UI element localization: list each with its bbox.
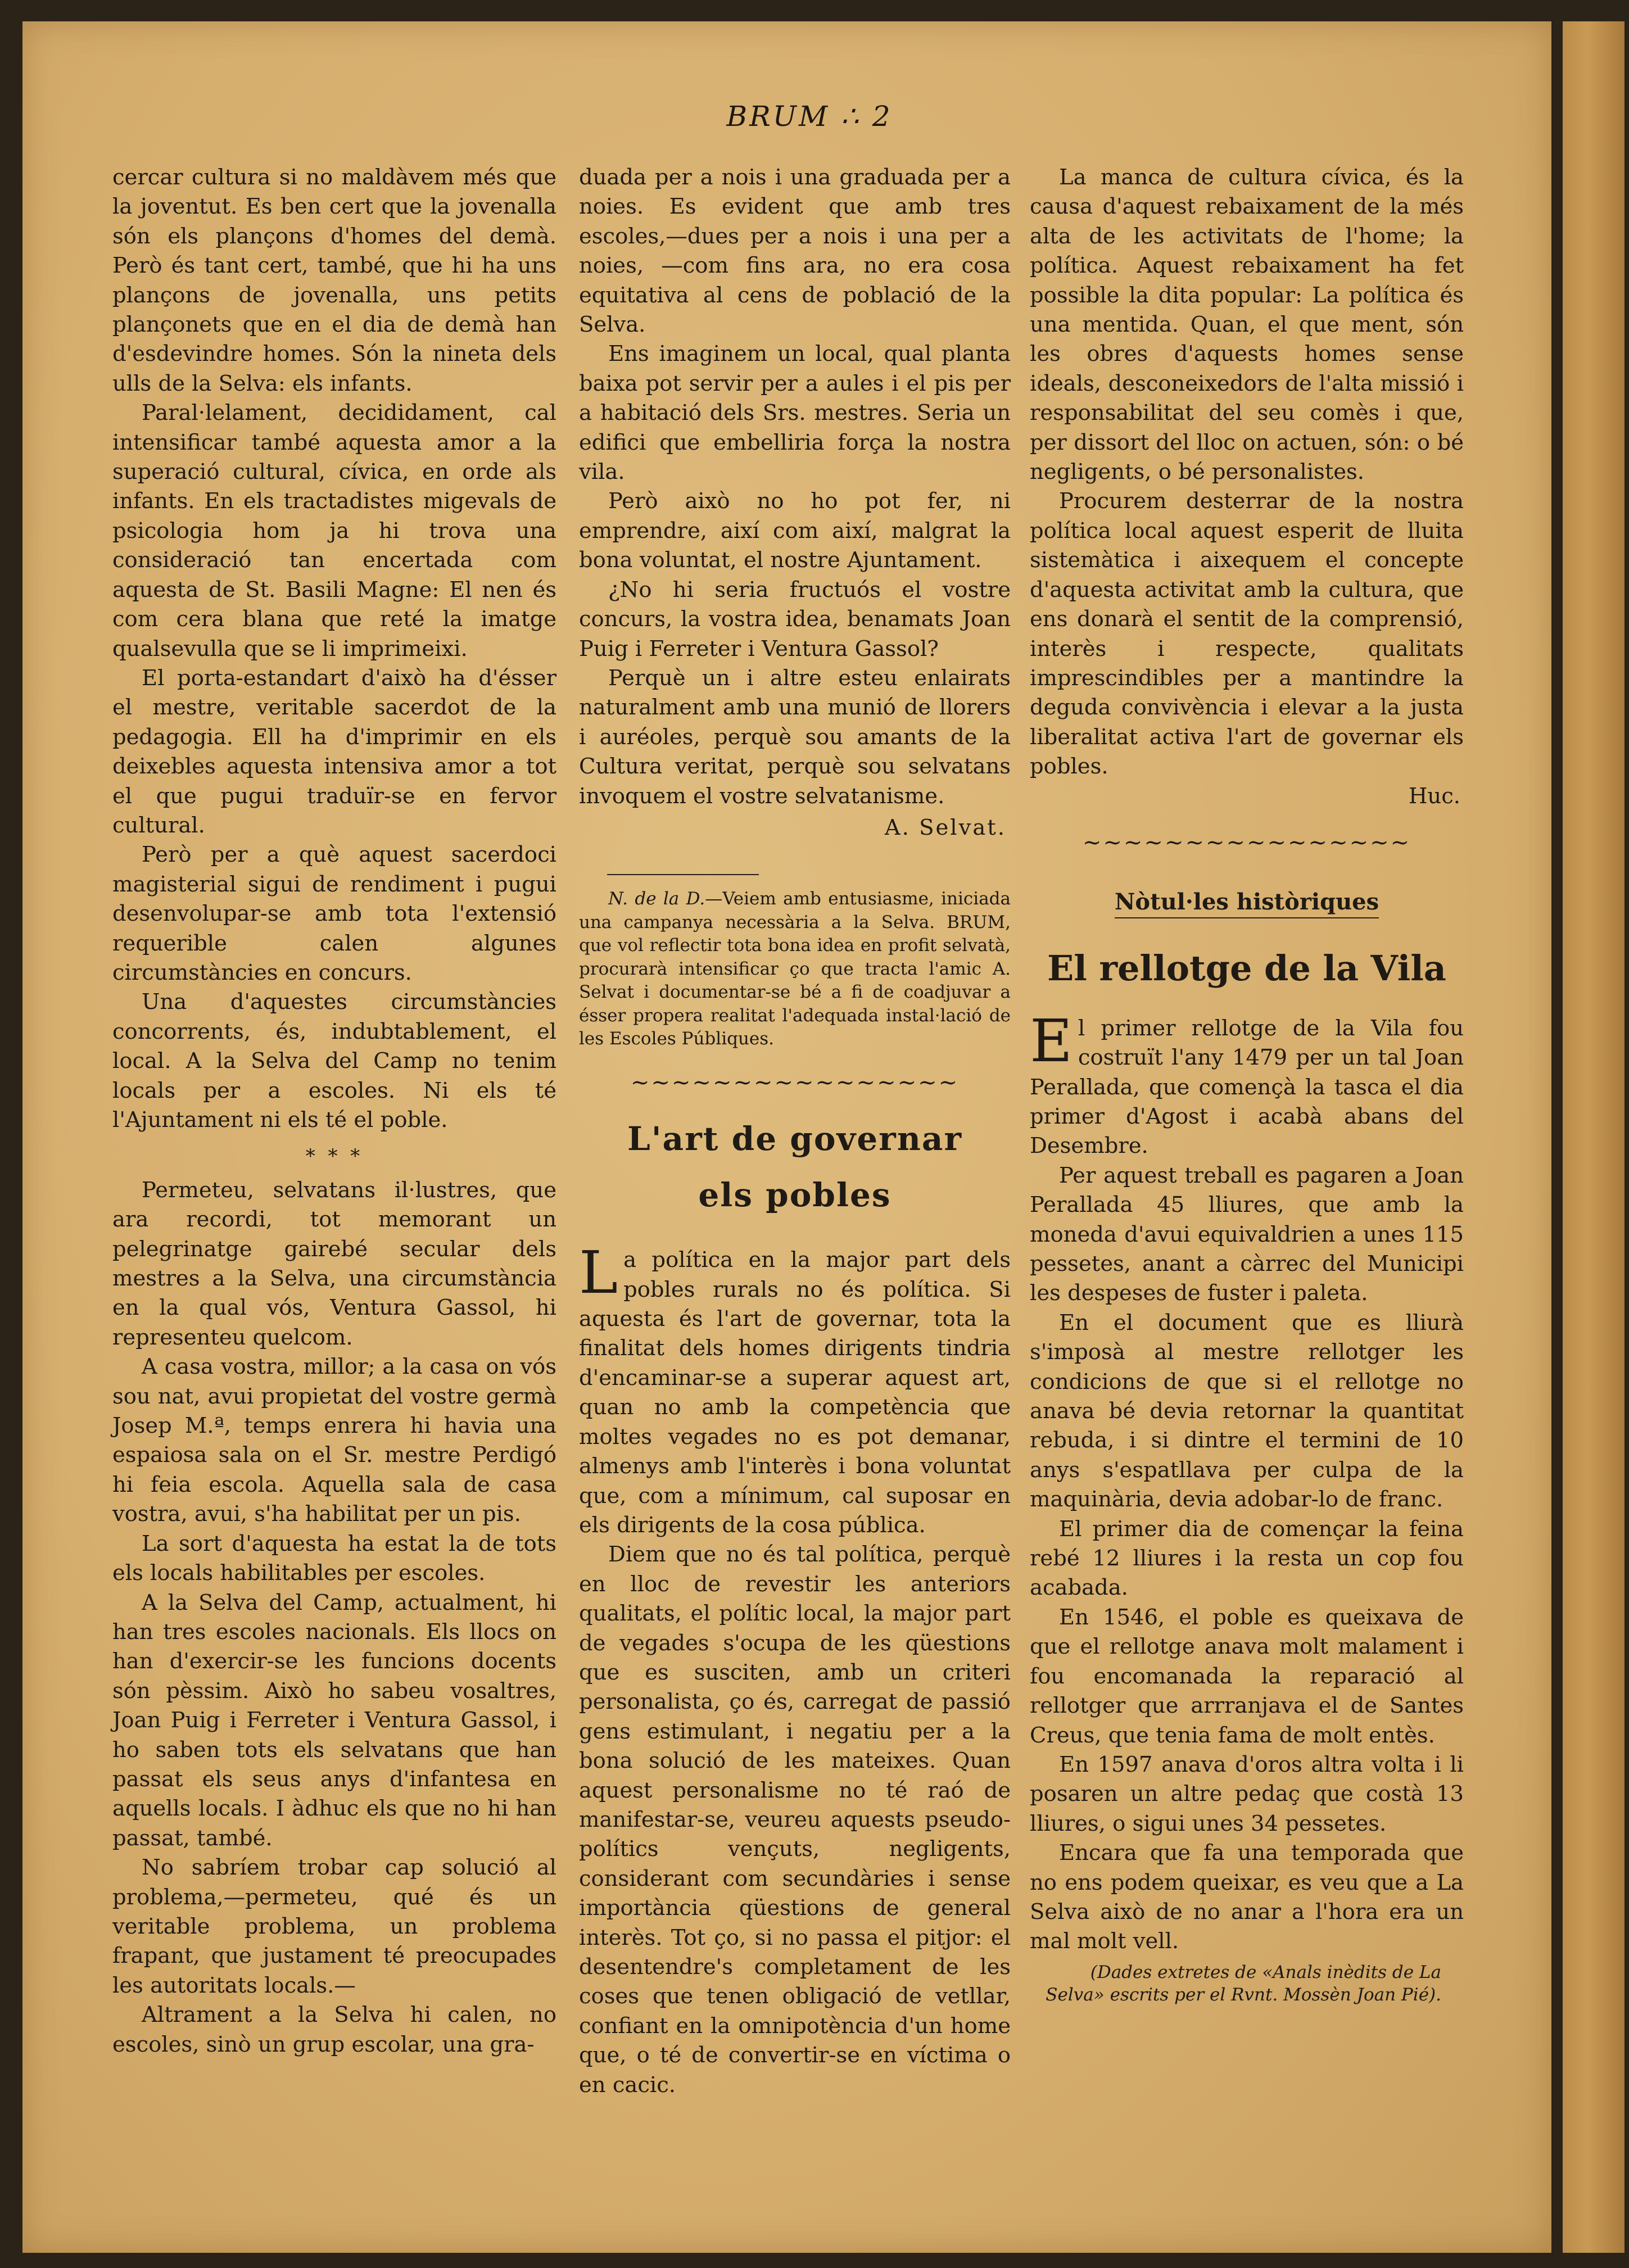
paragraph: A la Selva del Camp, actualment, hi han tres escoles nacionals. Els llocs on han d'exercir-se les funcions docents són pèssim. Això ho sabeu vosaltres, Joan Puig i Ferreter i Ventura Gassol, i ho saben tots els selvatans que han passat els seus anys d'infantesa en aquells locals. I àdhuc els que no hi han passat, també.	[112, 1590, 556, 1851]
paragraph: El primer rellotge de la Vila fou costruït l'any 1479 per un tal Joan Perallada, que començà la tasca el dia primer d'Agost i acabà abans del Desembre.	[1030, 1006, 1464, 1159]
source-citation: (Dades extretes de «Anals inèdits de La Selva» escrits per el Rvnt. Mossèn Joan Pié).	[1046, 1962, 1441, 2005]
paragraph: Però això no ho pot fer, ni emprendre, així com així, malgrat la bona voluntat, el nostre Ajuntament.	[579, 488, 1011, 573]
paragraph: Una d'aquestes circumstàncies concorrents, és, indubtablement, el local. A la Selva del Camp no tenim locals per a escoles. Ni els té l'Ajuntament ni els té el poble.	[112, 989, 556, 1133]
paragraph: En el document que es lliurà s'imposà al mestre rellotger les condicions de que si el rellotge no anava bé devia retornar la quantitat rebuda, i si dintre el termini de 10 anys s'espatllava per culpa de la maquinària, devia adobar-lo de franc.	[1030, 1310, 1464, 1513]
column-3	[1030, 163, 1464, 2006]
paragraph: Ens imaginem un local, qual planta baixa pot servir per a aules i el pis per a habitació dels Srs. mestres. Seria un edifici que embelliria força la nostra vila.	[579, 341, 1011, 485]
paragraph: ¿No hi seria fructuós el vostre concurs, la vostra idea, benamats Joan Puig i Ferreter i Ventura Gassol?	[579, 577, 1011, 662]
paragraph: Permeteu, selvatans il·lustres, que ara recordi, tot memorant un pelegrinatge gairebé secular dels mestres a la Selva, una circumstància en la qual vós, Ventura Gassol, hi representeu quelcom.	[112, 1177, 556, 1350]
adjacent-page-edge	[1563, 21, 1625, 2253]
article-title	[579, 1111, 1011, 1223]
column-1	[112, 163, 556, 2059]
paragraph: La política en la major part dels pobles rurals no és política. Si aquesta és l'art de governar, tota la finalitat dels homes dirigents tindria d'encaminar-se a superar aquest art, quan no amb la competència que moltes vegades no es pot demanar, almenys amb l'interès i bona voluntat que, com a mínimum, cal suposar en els dirigents de la cosa pública.	[579, 1238, 1011, 1538]
running-header: BRUM ∴ 2	[726, 100, 893, 133]
article-body	[1030, 1006, 1464, 1957]
paragraph: La manca de cultura cívica, és la causa d'aquest rebaixament de la més alta de les activitats de l'home; la política. Aquest rebaixament ha fet possible la dita popular: La política és una mentida. Quan, el que ment, són les obres d'aquests homes sense ideals, desconeixedors de l'alta missió i responsabilitat del seu comès i que, per dissort del lloc on actuen, són: o bé negligents, o bé personalistes.	[1030, 165, 1464, 485]
paragraph: No sabríem trobar cap solució al problema,—permeteu, qué és un veritable problema, un problema frapant, que justament té preocupades les autoritats locals.—	[112, 1855, 556, 1998]
article-body	[579, 1238, 1011, 2100]
article-title: El rellotge de la Vila	[1047, 947, 1446, 989]
paragraph: Encara que fa una temporada que no ens podem queixar, es veu que a La Selva això de no anar a l'hora era un mal molt vell.	[1030, 1840, 1464, 1954]
paragraph: El primer dia de començar la feina rebé 12 lliures i la resta un cop fou acabada.	[1030, 1516, 1464, 1601]
section-heading-text: Nòtul·les històriques	[1115, 889, 1379, 918]
asterism-separator: * * *	[305, 1145, 364, 1168]
author-signature: Huc.	[1408, 783, 1460, 809]
paragraph: Per aquest treball es pagaren a Joan Perallada 45 lliures, que amb la moneda d'avui equivaldrien a unes 115 pessetes, anant a càrrec del Municipi les despeses de fuster i paleta.	[1030, 1162, 1464, 1306]
section-heading	[1030, 888, 1464, 917]
paragraph: cercar cultura si no maldàvem més que la joventut. Es ben cert que la jovenalla són els plançons d'homes del demà. Però és tant cert, també, que hi ha uns plançons de jovenalla, uns petits plançonets que en el dia de demà han d'esdevindre homes. Són la nineta dels ulls de la Selva: els infants.	[112, 165, 556, 396]
article-title-line-2: els pobles	[698, 1176, 892, 1215]
paragraph: En 1597 anava d'oros altra volta i li posaren un altre pedaç que costà 13 lliures, o sigui unes 34 pessetes.	[1030, 1751, 1464, 1836]
article-title-line-1: L'art de governar	[627, 1120, 963, 1158]
editor-note-text: —Veiem amb entusiasme, iniciada una campanya necessària a la Selva. BRUM, que vol reflectir tota bona idea en profit selvatà, procurarà intensificar ço que tracta l'amic A. Selvat i documentar-se bé a fi de coadjuvar a ésser propera realitat l'adequada instal·lació de les Escoles Públiques.	[579, 889, 1011, 1049]
paragraph: Paral·lelament, decididament, cal intensificar també aquesta amor a la superació cultural, cívica, en orde als infants. En els tractadistes migevals de psicologia hom ja hi trova una consideració tan encertada com aquesta de St. Basili Magne: El nen és com cera blana que reté la imatge qualsevulla que se li imprimeixi.	[112, 400, 556, 662]
ornamental-divider: ~~~~~~~~~~~~~~~~	[1082, 829, 1411, 855]
paragraph: La sort d'aquesta ha estat la de tots els locals habilitables per escoles.	[112, 1531, 556, 1586]
paragraph: duada per a nois i una graduada per a noies. Es evident que amb tres escoles,—dues per a nois i una per a noies, —com fins ara, no era cosa equitativa al cens de població de la Selva.	[579, 165, 1011, 338]
ornamental-divider: ~~~~~~~~~~~~~~~~	[630, 1069, 960, 1095]
author-signature: A. Selvat.	[884, 814, 1006, 840]
paragraph: Procurem desterrar de la nostra política local aquest esperit de lluita sistemàtica i aixequem el concepte d'aquesta activitat amb la cultura, que ens donarà el sentit de la comprensió, interès i respecte, qualitats imprescindibles per a mantindre la deguda convivència i elevar a la justa liberalitat activa l'art de governar els pobles.	[1030, 488, 1464, 780]
paragraph: A casa vostra, millor; a la casa on vós sou nat, avui propietat del vostre germà Josep M.ª, temps enrera hi havia una espaiosa sala on el Sr. mestre Perdigó hi feia escola. Aquella sala de casa vostra, avui, s'ha habilitat per un pis.	[112, 1354, 556, 1527]
paragraph: Però per a què aquest sacerdoci magisterial sigui de rendiment i pugui desenvolupar-se amb tota l'extensió requerible calen algunes circumstàncies en concurs.	[112, 842, 556, 985]
editor-note-lead: N. de la D.	[608, 889, 705, 909]
editor-note	[579, 888, 1011, 1051]
note-rule	[607, 874, 759, 875]
paragraph: Perquè un i altre esteu enlairats naturalment amb una munió de llorers i auréoles, perquè sou amants de la Cultura veritat, perquè sou selvatans invoquem el vostre selvatanisme.	[579, 665, 1011, 809]
paragraph: El porta-estandart d'això ha d'ésser el mestre, veritable sacerdot de la pedagogia. Ell ha d'imprimir en els deixebles aquesta intensiva amor a tot el que pugui traduïr-se en fervor cultural.	[112, 665, 556, 838]
paragraph: Altrament a la Selva hi calen, no escoles, sinò un grup escolar, una gra-	[112, 2002, 556, 2057]
column-2	[579, 163, 1011, 2100]
paragraph: Diem que no és tal política, perquè en lloc de revestir les anteriors qualitats, el polític local, la major part de vegades s'ocupa de les qüestions que es susciten, amb un criteri personalista, ço és, carregat de passió gens estimulant, i negatiu per a la bona solució de les mateixes. Quan aquest personalisme no té raó de manifestar-se, veureu aquests pseudo-polítics vençuts, negligents, considerant com secundàries i sense importància qüestions de general interès. Tot ço, si no passa el pitjor: el desentendre's completament de les coses que tenen obligació de vetllar, confiant en la omnipotència d'un home que, o té de convertir-se en víctima o en cacic.	[579, 1542, 1011, 2098]
paragraph: En 1546, el poble es queixava de que el rellotge anava molt malament i fou encomanada la reparació al rellotger que arrranjava el de Santes Creus, que tenia fama de molt entès.	[1030, 1604, 1464, 1748]
